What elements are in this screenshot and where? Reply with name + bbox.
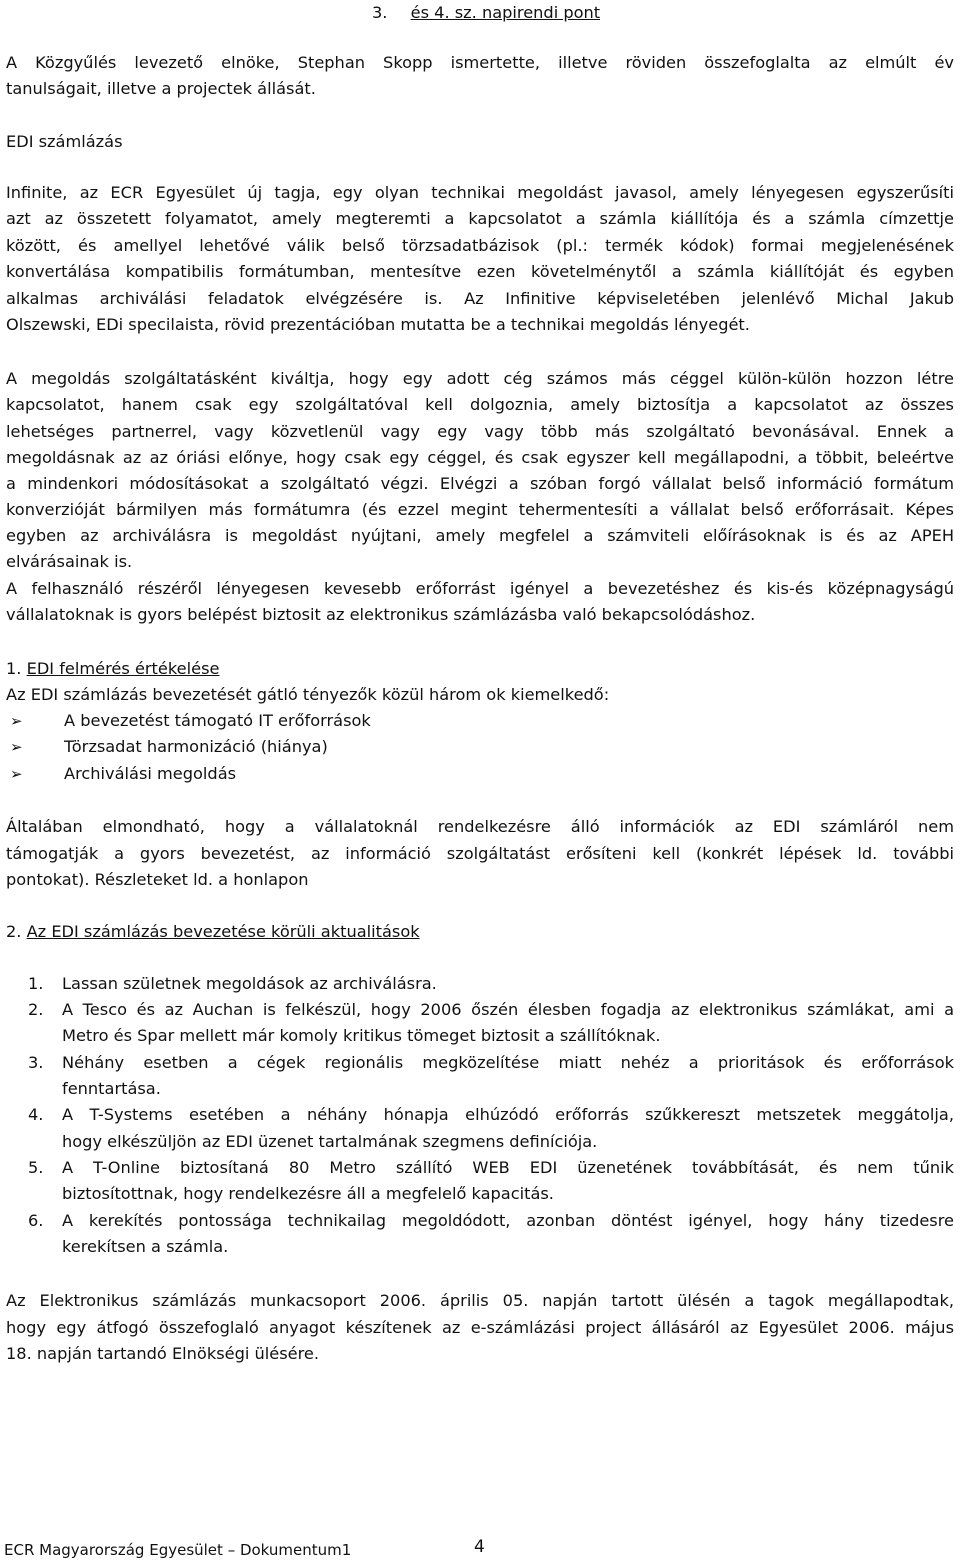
page-number: 4 [474,1537,485,1557]
agenda-title: és 4. sz. napirendi pont [410,3,601,22]
section-heading-edi: EDI számlázás [6,132,123,151]
arrow-bullet-icon: ➢ [10,738,23,756]
arrow-bullet-icon: ➢ [10,712,23,730]
list-item: Lassan születnek megoldások az archiválásra. [62,974,437,993]
section-1-heading [6,656,954,682]
paragraph-line: alkalmas archiválási feladatok elvégzésére is. Az Infinitive képviseletében jelenlévő Michal Jakub [6,289,954,308]
list-item-continued: hogy elkészüljön az EDI üzenet tartalmának szegmens definíciója. [62,1132,598,1151]
paragraph-line: között, és amellyel lehetővé válik belső törzsadatbázisok (pl.: termék kódok) formai megjelenésének [6,236,954,255]
list-number: 5. [28,1158,44,1177]
bullet-item: Archiválási megoldás [64,764,237,783]
section-2-number: 2. [6,922,22,941]
paragraph-line: Infinite, az ECR Egyesület új tagja, egy olyan technikai megoldást javasol, amely lényegesen egyszerűsíti [6,183,954,202]
list-item-continued: fenntartása. [62,1079,161,1098]
paragraph-line: támogatják a gyors bevezetést, az információ szolgáltatást erősíteni kell (konkrét lépések ld. további [6,844,954,863]
paragraph-line: A megoldás szolgáltatásként kiváltja, hogy egy adott cég számos más céggel külön-külön hozzon létre [6,369,954,388]
arrow-bullet-icon: ➢ [10,765,23,783]
section-1-title: EDI felmérés értékelése [26,659,220,678]
paragraph-line: megoldásnak az az óriási előnye, hogy csak egy céggel, és csak egyszer kell megállapodni, a többit, beleértve [6,448,954,467]
paragraph-line: a mindenkori módosításokat a szolgáltató végzi. Elvégzi a szóban forgó vállalat belső információ formátum [6,474,954,493]
paragraph-line: konvertálása kompatibilis formátumban, mentesítve ezen követelménytől a számla kiállítóját és egyben [6,262,954,281]
agenda-heading [372,0,600,26]
list-item: A T-Online biztosítaná 80 Metro szállító WEB EDI üzenetének továbbítását, és nem tűnik [62,1158,954,1177]
paragraph-line: lehetséges partnerrel, vagy közvetlenül vagy egy vagy több más szolgáltató bevonásával. Ennek a [6,422,954,441]
section-1-number: 1. [6,659,22,678]
list-item: A Tesco és az Auchan is felkészül, hogy 2006 őszén élesben fogadja az elektronikus számlákat, ami a [62,1000,954,1019]
paragraph-line: hogy egy átfogó összefoglaló anyagot készítenek az e-számlázási project állásáról az Egyesület 2006. május [6,1318,954,1337]
paragraph-line: 18. napján tartandó Elnökségi ülésére. [6,1344,320,1363]
section-2-title: Az EDI számlázás bevezetése körüli aktualitások [26,922,420,941]
paragraph-line: konverzióját bármilyen más formátumra (és ezzel megint tehermentesíti a vállalat belső erőforrásait. Képes [6,500,954,519]
paragraph-line: kapcsolatot, hanem csak egy szolgáltatóval kell dolgoznia, amely biztosítja a kapcsolatot az összes [6,395,954,414]
paragraph-line: elvárásainak is. [6,552,133,571]
paragraph-line: Az Elektronikus számlázás munkacsoport 2006. április 05. napján tartott ülésén a tagok megállapodtak, [6,1291,954,1310]
paragraph-line: A felhasználó részéről lényegesen kevesebb erőforrást igényel a bevezetéshez és kis-és középnagyságú [6,579,954,598]
paragraph-line: Olszewski, EDi specilaista, rövid prezentációban mutatta be a technikai megoldás lényegét. [6,315,750,334]
list-item-continued: kerekítsen a számla. [62,1237,229,1256]
agenda-number: 3. [372,3,388,22]
section-2-heading [6,919,954,945]
footer-text: ECR Magyarország Egyesület – Dokumentum1 [4,1541,352,1559]
paragraph-line: Általában elmondható, hogy a vállalatoknál rendelkezésre álló információk az EDI számláról nem [6,817,954,836]
list-item: A T-Systems esetében a néhány hónapja elhúzódó erőforrás szűkkereszt metszetek meggátolja, [62,1105,954,1124]
list-number: 2. [28,1000,44,1019]
list-number: 1. [28,974,44,993]
list-number: 3. [28,1053,44,1072]
paragraph-line: azt az összetett folyamatot, amely megteremti a kapcsolatot a számla kiállítója és a számla címzettje [6,209,954,228]
paragraph-line: pontokat). Részleteket ld. a honlapon [6,870,309,889]
bullet-item: A bevezetést támogató IT erőforrások [64,711,371,730]
list-item: A kerekítés pontossága technikailag megoldódott, azonban döntést igényel, hogy hány tizedesre [62,1211,954,1230]
paragraph-line: vállalatoknak is gyors belépést biztosit az elektronikus számlázásba való bekapcsolódáshoz. [6,605,756,624]
list-item-continued: Metro és Spar mellett már komoly kritikus tömeget biztosit a szállítóknak. [62,1026,661,1045]
list-number: 4. [28,1105,44,1124]
paragraph-line: egyben az archiválásra is megoldást nyújtani, amely megfelel a számviteli előírásoknak is és az APEH [6,526,954,545]
section-1-lead: Az EDI számlázás bevezetését gátló tényezők közül három ok kiemelkedő: [6,685,610,704]
list-item: Néhány esetben a cégek regionális megközelítése miatt nehéz a prioritások és erőforrások [62,1053,954,1072]
intro-line: A Közgyűlés levezető elnöke, Stephan Skopp ismertette, illetve röviden összefoglalta az elmúlt év [6,53,954,72]
list-item-continued: biztosítottnak, hogy rendelkezésre áll a megfelelő kapacitás. [62,1184,554,1203]
intro-line: tanulságait, illetve a projectek állását. [6,79,316,98]
bullet-item: Törzsadat harmonizáció (hiánya) [64,737,328,756]
list-number: 6. [28,1211,44,1230]
